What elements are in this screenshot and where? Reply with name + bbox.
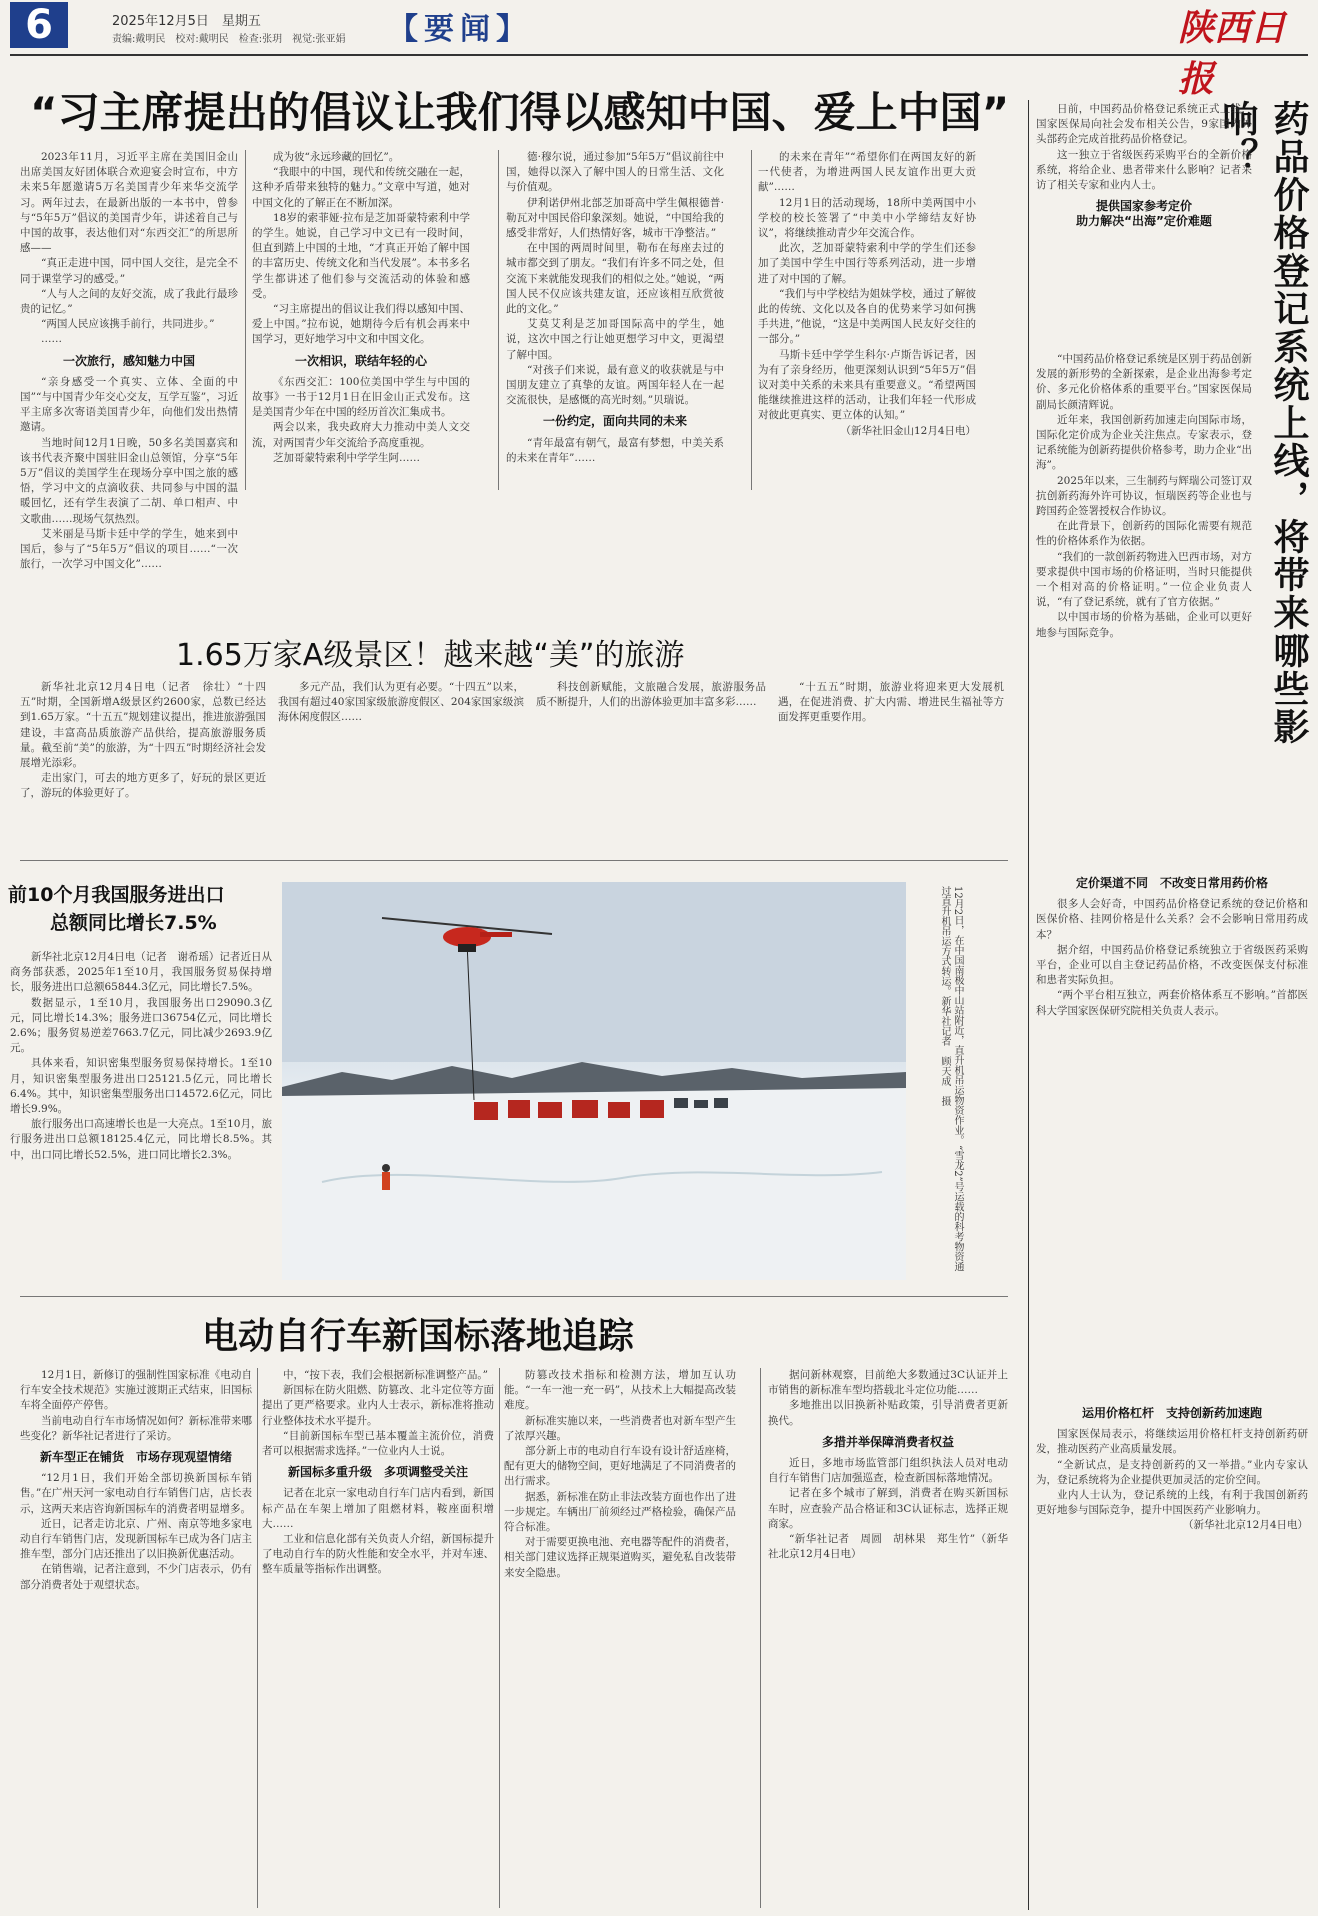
issue-date: 2025年12月5日 星期五 bbox=[112, 14, 261, 29]
subheading: 一次旅行，感知魅力中国 bbox=[62, 353, 195, 368]
news-photo bbox=[282, 882, 906, 1280]
column-divider bbox=[257, 1368, 258, 1908]
article-4-col-2 bbox=[262, 1368, 494, 1908]
paragraph: 中，“按下表，我们会根据新标准调整产品。” bbox=[283, 1369, 488, 1381]
sidebar-section-2 bbox=[1036, 870, 1308, 1340]
paragraph: 2023年11月，习近平主席在美国旧金山出席美国友好团体联合欢迎宴会时宣布，中方未来5年愿邀请5万名美国青少年来华交流学习。两年过去，在最新出版的一本书中，曾参与“5年5万”倡议的美国青少年，讲述着自己与中国的故事，表达他们对“东西交汇”的所思所感—— bbox=[20, 151, 238, 255]
paragraph: 近日，多地市场监管部门组织执法人员对电动自行车销售门店加强巡查，检查新国标落地情况。 bbox=[768, 1457, 1008, 1485]
article-1-col-3 bbox=[506, 150, 724, 490]
paragraph: 在此背景下，创新药的国际化需要有规范性的价格体系作为依据。 bbox=[1036, 520, 1252, 548]
section-rule bbox=[20, 860, 1008, 861]
paragraph: 走出家门，可去的地方更多了，好玩的景区更近了，游玩的体验更好了。 bbox=[20, 772, 266, 800]
paragraph: 国家医保局表示，将继续运用价格杠杆支持创新药研发，推动医药产业高质量发展。 bbox=[1036, 1428, 1308, 1456]
subheading: 多措并举保障消费者权益 bbox=[821, 1434, 954, 1449]
paragraph: 记者在北京一家电动自行车门店内看到，新国标产品在车架上增加了阻燃材料，鞍座面积增大…… bbox=[262, 1487, 494, 1530]
paragraph: “两国人民应该携手前行，共同进步。” bbox=[41, 318, 215, 331]
paragraph: “目前新国标车型已基本覆盖主流价位，消费者可以根据需求选择。”一位业内人士说。 bbox=[262, 1429, 494, 1458]
subheading: 提供国家参考定价 bbox=[1095, 199, 1192, 214]
paragraph: “青年最富有朝气，最富有梦想，中美关系的未来在青年”…… bbox=[506, 436, 724, 464]
paragraph: 旅行服务出口高速增长也是一大亮点。1至10月，旅行服务进出口总额18125.4亿元，同比增长8.5%。其中，出口同比增长52.5%，进口同比增长2.3%。 bbox=[10, 1118, 272, 1161]
paragraph: 部分新上市的电动自行车设有设计舒适座椅，配有更大的储物空间，更好地满足了不同消费者的出行需求。 bbox=[504, 1445, 736, 1488]
article-2-col-3 bbox=[536, 680, 766, 850]
paragraph: “十五五”时期，旅游业将迎来更大发展机遇，在促进消费、扩大内需、增进民生福祉等方面发挥更重要作用。 bbox=[778, 681, 1004, 724]
column-divider bbox=[760, 1368, 761, 1908]
section-rule bbox=[20, 1296, 1008, 1297]
paragraph: “亲身感受一个真实、立体、全面的中国”“与中国青少年交心交友，互学互鉴”，习近平主席多次寄语美国青少年，向他们发出热情邀请。 bbox=[20, 375, 238, 434]
paragraph: 此次，芝加哥蒙特索利中学的学生们还参加了美国中学生中国行等系列活动，进一步增进了对中国的了解。 bbox=[758, 242, 976, 285]
paragraph: 的未来在青年”“希望你们在两国友好的新一代使者，为增进两国人民友谊作出更大贡献”…… bbox=[758, 151, 976, 194]
subheading: 一份约定，面向共同的未来 bbox=[542, 414, 687, 429]
byline: （新华社北京12月4日电） bbox=[1182, 1519, 1308, 1532]
paragraph: 在销售端，记者注意到，不少门店表示，仍有部分消费者处于观望状态。 bbox=[20, 1563, 252, 1591]
paragraph: 新国标在防火阻燃、防篡改、北斗定位等方面提出了更严格要求。业内人士表示，新标准将推动行业整体技术水平提升。 bbox=[262, 1384, 494, 1427]
paragraph: “我眼中的中国，现代和传统交融在一起，这种矛盾带来独特的魅力。”文章中写道，她对中国文化的了解正在不断加深。 bbox=[252, 166, 470, 209]
column-divider bbox=[499, 1368, 500, 1908]
paragraph: 新华社北京12月4日电（记者 徐壮）“十四五”时期，全国新增A级景区约2600家，总数已经达到1.65万家。“十五五”规划建议提出，推进旅游强国建设，丰富高品质旅游产品供给，提高旅游服务质量。截至前“美”的旅游，为“十四五”时期经济社会发展增光添彩。 bbox=[20, 681, 266, 770]
paragraph: 在中国的两周时间里，勒布在每座去过的城市都交到了朋友。“我们有许多不同之处，但交流下来就能发现我们的相似之处。”她说，“两国人民不仅应该共建友谊，还应该相互欣赏彼此的文化。” bbox=[506, 242, 724, 316]
paragraph: “对孩子们来说，最有意义的收获就是与中国朋友建立了真挚的友谊。两国年轻人在一起交流很快，是感慨的高光时刻。”贝瑞说。 bbox=[506, 363, 724, 407]
article-4-col-3 bbox=[504, 1368, 736, 1908]
page-number: 6 bbox=[10, 2, 68, 48]
article-2-col-2 bbox=[278, 680, 524, 850]
paragraph: 马斯卡廷中学学生科尔·卢斯告诉记者，因为有了亲身经历，他更深刻认识到“5年5万”倡议对美中关系的未来具有重要意义。“希望两国能继续推进这样的活动，让我们年轻一代形成对彼此更真实、更立体的认知。” bbox=[758, 348, 976, 422]
masthead bbox=[0, 0, 1318, 100]
subheading: 助力解决“出海”定价难题 bbox=[1076, 214, 1212, 229]
paragraph: 新标准实施以来，一些消费者也对新车型产生了浓厚兴趣。 bbox=[504, 1414, 736, 1442]
paragraph: 记者在多个城市了解到，消费者在购买新国标车时，应查验产品合格证和3C认证标志，选择正规商家。 bbox=[768, 1487, 1008, 1530]
paragraph: 这一独立于省级医药采购平台的全新价格系统，将给企业、患者带来什么影响？记者采访了相关专家和业内人士。 bbox=[1036, 148, 1252, 192]
article-4-headline: 电动自行车新国标落地追踪 bbox=[202, 1316, 635, 1357]
paragraph: 艾米丽是马斯卡廷中学的学生，她来到中国后，参与了“5年5万”倡议的项目……“一次旅行，一次学习中国文化”…… bbox=[20, 527, 238, 571]
paragraph: 近日，记者走访北京、广州、南京等地多家电动自行车销售门店，发现新国标车已成为各门店主推车型，部分门店还推出了以旧换新优惠活动。 bbox=[20, 1517, 252, 1561]
paragraph: 伊利诺伊州北部芝加哥高中学生佩根德普·勒瓦对中国民俗印象深刻。她说，“中国给我的感受非常好，人们热情好客，城市干净整洁。” bbox=[506, 196, 724, 240]
paragraph: 两会以来，我央政府大力推动中美人文交流，对两国青少年交流给予高度重视。 bbox=[252, 421, 470, 449]
column-divider bbox=[498, 150, 499, 490]
paragraph: “新华社记者 周圆 胡林果 郑生竹”（新华社北京12月4日电） bbox=[768, 1533, 1008, 1561]
editor-credits: 责编:戴明民 校对:戴明民 检查:张玥 视觉:张亚娟 bbox=[112, 34, 346, 45]
byline: （新华社旧金山12月4日电） bbox=[840, 424, 976, 437]
paragraph: 据介绍，中国药品价格登记系统独立于省级医药采购平台，企业可以自主登记药品价格，不改变医保支付标准和患者实际负担。 bbox=[1036, 943, 1308, 987]
paragraph: 对于需要更换电池、充电器等配件的消费者，相关部门建议选择正规渠道购买，避免私自改装带来安全隐患。 bbox=[504, 1536, 736, 1579]
article-1-col-1 bbox=[20, 150, 238, 571]
article-2-col-4 bbox=[778, 680, 1004, 850]
paragraph: “12月1日，我们开始全部切换新国标车销售。”在广州天河一家电动自行车销售门店，店长表示，这两天来店咨询新国标车的消费者明显增多。 bbox=[20, 1472, 252, 1515]
paragraph: 当地时间12月1日晚，50多名美国嘉宾和该书代表齐聚中国驻旧金山总领馆，分享“5年5万”倡议的美国学生在现场分享中国之旅的感悟，学习中文的点滴收获、共同参与中国的温暖回忆，还有学生表演了二胡、单口相声、中文歌曲……现场气氛热烈。 bbox=[20, 436, 238, 525]
paragraph: 12月1日，新修订的强制性国家标准《电动自行车安全技术规范》实施过渡期正式结束，旧国标车将全面停产停售。 bbox=[20, 1369, 252, 1412]
paragraph: …… bbox=[41, 333, 62, 346]
sidebar-vertical-headline: 药品价格登记系统上线，将带来哪些影响？ bbox=[1217, 100, 1309, 746]
paragraph: 防篡改技术指标和检测方法，增加互认功能。“一车一池一充一码”，从技术上大幅提高改装难度。 bbox=[504, 1369, 736, 1412]
paragraph: “习主席提出的倡议让我们得以感知中国、爱上中国。”拉布说，她期待今后有机会再来中国学习，更好地学习中文和中国文化。 bbox=[252, 303, 470, 346]
paragraph: 工业和信息化部有关负责人介绍，新国标提升了电动自行车的防火性能和安全水平，并对车速、整车质量等指标作出调整。 bbox=[262, 1533, 494, 1576]
sidebar-section-3 bbox=[1036, 1400, 1308, 1908]
article-3-headline-line-1: 前10个月我国服务进出口 bbox=[8, 884, 225, 906]
subheading: 运用价格杠杆 支持创新药加速跑 bbox=[1081, 1406, 1262, 1420]
paragraph: “中国药品价格登记系统是区别于药品创新发展的新形势的全新探索，是企业出海参考定价、多元化价格体系的重要平台。”国家医保局副局长颜清辉说。 bbox=[1036, 353, 1252, 411]
antarctic-helicopter-photo bbox=[282, 882, 906, 1280]
article-1-col-2 bbox=[252, 150, 470, 490]
paragraph: 当前电动自行车市场情况如何？新标准带来哪些变化？新华社记者进行了采访。 bbox=[20, 1414, 252, 1442]
paragraph: 多地推出以旧换新补贴政策，引导消费者更新换代。 bbox=[768, 1399, 1008, 1427]
section-name: 【要闻】 bbox=[388, 12, 532, 47]
photo-caption: 12月2日，在中国南极中山站附近，直升机吊运物资作业。“雪龙2”号运载的科考物资通过直升机吊运方式转运。新华社记者 顾天成 摄 bbox=[939, 886, 963, 1272]
paragraph: 数据显示，1至10月，我国服务出口29090.3亿元，同比增长14.3%；服务进口36754亿元，同比增长2.6%；服务贸易逆差7663.7亿元，同比减少2693.9亿元。 bbox=[10, 996, 272, 1055]
subheading: 定价渠道不同 不改变日常用药价格 bbox=[1075, 876, 1268, 890]
paragraph: 业内人士认为，登记系统的上线，有利于我国创新药更好地参与国际竞争，提升中国医药产业影响力。 bbox=[1036, 1489, 1308, 1517]
column-divider bbox=[245, 150, 246, 490]
paragraph: 科技创新赋能，文旅融合发展，旅游服务品质不断提升，人们的出游体验更加丰富多彩…… bbox=[536, 681, 766, 709]
subheading: 一次相识，联结年轻的心 bbox=[294, 353, 427, 368]
paragraph: 具体来看，知识密集型服务贸易保持增长。1至10月，知识密集型服务进出口25121.5亿元，同比增长6.4%。其中，知识密集型服务出口14572.6亿元，同比增长9.9%。 bbox=[10, 1057, 272, 1116]
paragraph: 近年来，我国创新药加速走向国际市场，国际化定价成为企业关注焦点。专家表示，登记系统能为创新药提供价格参考，助力企业“出海”。 bbox=[1036, 413, 1252, 472]
paragraph: 成为彼“永远珍藏的回忆”。 bbox=[273, 151, 400, 163]
paragraph: “我们与中学校结为姐妹学校，通过了解彼此的传统、文化以及各自的优势来学习如何携手共进，”他说，“这是中美两国人民友好交往的一部分。” bbox=[758, 287, 976, 346]
paragraph: 日前，中国药品价格登记系统正式上线，国家医保局向社会发布相关公告，9家国内外头部药企完成首批药品价格登记。 bbox=[1036, 103, 1252, 146]
paragraph: 芝加哥蒙特索利中学学生阿…… bbox=[273, 451, 420, 464]
paragraph: 艾莫艾利是芝加哥国际高中的学生，她说，这次中国之行让她更想学习中文，更渴望了解中国。 bbox=[506, 318, 724, 361]
paragraph: 《东西交汇：100位美国中学生与中国的故事》一书于12月1日在旧金山正式发布。这是美国青少年在中国的经历首次汇集成书。 bbox=[252, 375, 470, 419]
paragraph: “两个平台相互独立，两套价格体系互不影响。”首都医科大学国家医保研究院相关负责人表示。 bbox=[1036, 989, 1308, 1017]
article-3-body bbox=[10, 950, 272, 1280]
newspaper-logo: 陕西日报 bbox=[1178, 7, 1287, 100]
article-2-col-1 bbox=[20, 680, 266, 850]
article-3-headline-line-2: 总额同比增长7.5% bbox=[50, 912, 217, 934]
masthead-rule bbox=[10, 54, 1308, 56]
paragraph: 2025年以来，三生制药与辉瑞公司签订双抗创新药海外许可协议，恒瑞医药等企业也与跨国药企签署授权合作协议。 bbox=[1036, 474, 1252, 518]
paragraph: 据问新林观察，目前绝大多数通过3C认证并上市销售的新标准车型均搭载北斗定位功能…… bbox=[768, 1369, 1008, 1397]
paragraph: 12月1日的活动现场，18所中美两国中小学校的校长签署了“中美中小学缔结友好协议”，将继续推动青少年交流合作。 bbox=[758, 196, 976, 240]
paragraph: 以中国市场的价格为基础，企业可以更好地参与国际竞争。 bbox=[1036, 611, 1252, 639]
paragraph: “人与人之间的友好交流，成了我此行最珍贵的记忆。” bbox=[20, 287, 238, 316]
column-divider bbox=[751, 150, 752, 490]
sidebar-section-1 bbox=[1036, 352, 1252, 852]
article-4-col-1 bbox=[20, 1368, 252, 1908]
article-2-headline: 1.65万家A级景区！越来越“美”的旅游 bbox=[176, 638, 685, 673]
paragraph: “我们的一款创新药物进入巴西市场，对方要求提供中国市场的价格证明，当时只能提供一个相对高的价格证明。”一位企业负责人说，“有了登记系统，就有了官方依据。” bbox=[1036, 550, 1252, 609]
paragraph: 18岁的索菲娅·拉布是芝加哥蒙特索利中学的学生。她说，自己学习中文已有一段时间，但直到踏上中国的土地，“才真正开始了解中国的丰富历史、传统文化和当代发展”。本书多名学生都讲述了他们参与交流活动的体验和感受。 bbox=[252, 211, 470, 300]
paragraph: 据悉，新标准在防止非法改装方面也作出了进一步规定。车辆出厂前须经过严格检验，确保产品符合标准。 bbox=[504, 1490, 736, 1534]
sidebar-divider bbox=[1028, 100, 1029, 1910]
article-1-col-4 bbox=[758, 150, 976, 490]
paragraph: “全新试点，是支持创新药的又一举措。”业内专家认为，登记系统将为企业提供更加灵活的定价空间。 bbox=[1036, 1458, 1308, 1486]
paragraph: “真正走进中国，同中国人交往，是完全不同于课堂学习的感受。” bbox=[20, 257, 238, 285]
paragraph: 很多人会好奇，中国药品价格登记系统的登记价格和医保价格、挂网价格是什么关系？会不会影响日常用药成本？ bbox=[1036, 898, 1308, 941]
paragraph: 新华社北京12月4日电（记者 谢希瑶）记者近日从商务部获悉，2025年1至10月，我国服务贸易保持增长，服务进出口总额65844.3亿元，同比增长7.5%。 bbox=[10, 951, 272, 994]
subheading: 新国标多重升级 多项调整受关注 bbox=[287, 1465, 468, 1480]
sidebar-intro bbox=[1036, 102, 1252, 352]
article-4-col-4 bbox=[768, 1368, 1008, 1908]
article-1-headline: “习主席提出的倡议让我们得以感知中国、爱上中国” bbox=[30, 88, 1010, 137]
paragraph: 多元产品，我们认为更有必要。“十四五”以来，我国有超过40家国家级旅游度假区、204家国家级滨海休闲度假区…… bbox=[278, 681, 524, 724]
paragraph: 德·穆尔说，通过参加“5年5万”倡议前往中国，她得以深入了解中国人的日常生活、文化与价值观。 bbox=[506, 151, 724, 194]
subheading: 新车型正在铺货 市场存现观望情绪 bbox=[39, 1450, 232, 1465]
